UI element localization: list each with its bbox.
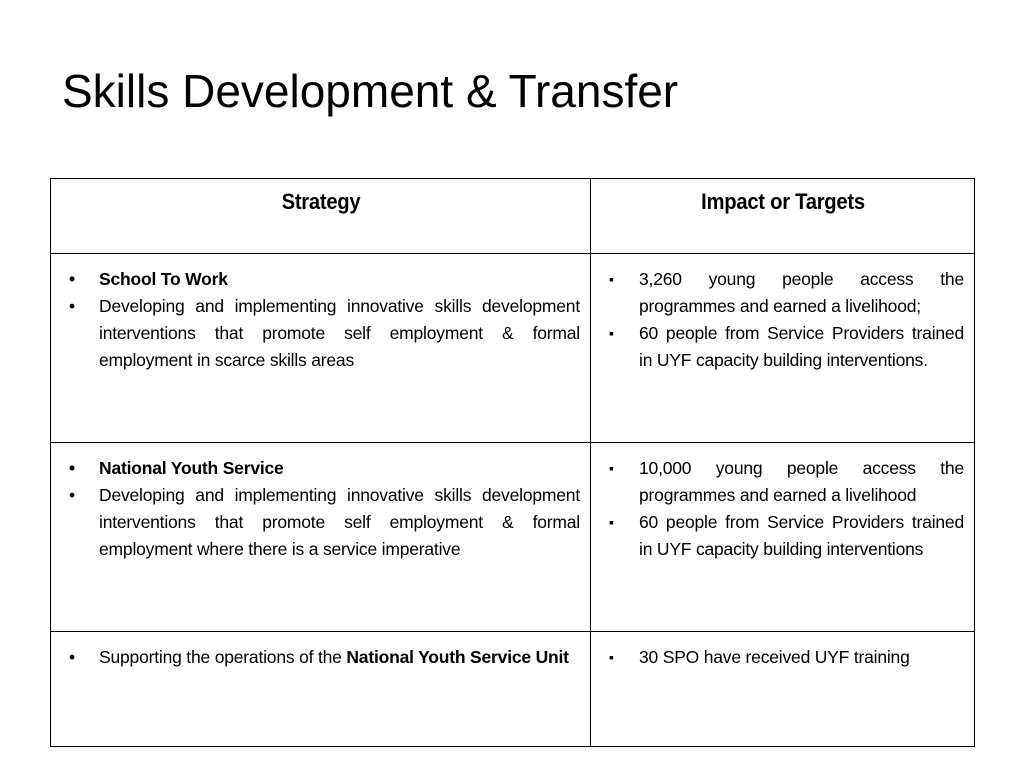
impact-item: ▪ 60 people from Service Providers trained in UYF capacity building interventions: [601, 509, 964, 563]
strategy-table: [50, 178, 975, 747]
header-strategy: Strategy: [72, 179, 569, 254]
header-impact: Impact or Targets: [606, 179, 959, 254]
impact-cell: [591, 632, 975, 747]
strategy-bold-unit: National Youth Service Unit: [346, 647, 569, 667]
strategy-cell: [51, 632, 591, 747]
impact-item: ▪ 3,260 young people access the programmes and earned a livelihood;: [601, 266, 964, 320]
strategy-heading: • National Youth Service: [61, 455, 580, 482]
strategy-heading: • School To Work: [61, 266, 580, 293]
slide-title: Skills Development & Transfer: [62, 65, 679, 117]
table-row: [51, 632, 975, 747]
strategy-cell: [51, 443, 591, 632]
strategy-prefix: Supporting the operations of the: [99, 647, 347, 667]
strategy-description: [61, 644, 580, 671]
table-row: [51, 254, 975, 443]
strategy-description: • Developing and implementing innovative skills development interventions that promote self employment & formal employment in scarce skills areas: [61, 293, 580, 374]
impact-item: ▪ 30 SPO have received UYF training: [601, 644, 964, 671]
impact-item: ▪ 10,000 young people access the programmes and earned a livelihood: [601, 455, 964, 509]
impact-cell: [591, 254, 975, 443]
strategy-cell: [51, 254, 591, 443]
table-header-row: [51, 179, 975, 254]
strategy-description: • Developing and implementing innovative skills development interventions that promote self employment & formal employment where there is a service imperative: [61, 482, 580, 563]
table-row: [51, 443, 975, 632]
impact-item: ▪ 60 people from Service Providers trained in UYF capacity building interventions.: [601, 320, 964, 374]
impact-cell: [591, 443, 975, 632]
